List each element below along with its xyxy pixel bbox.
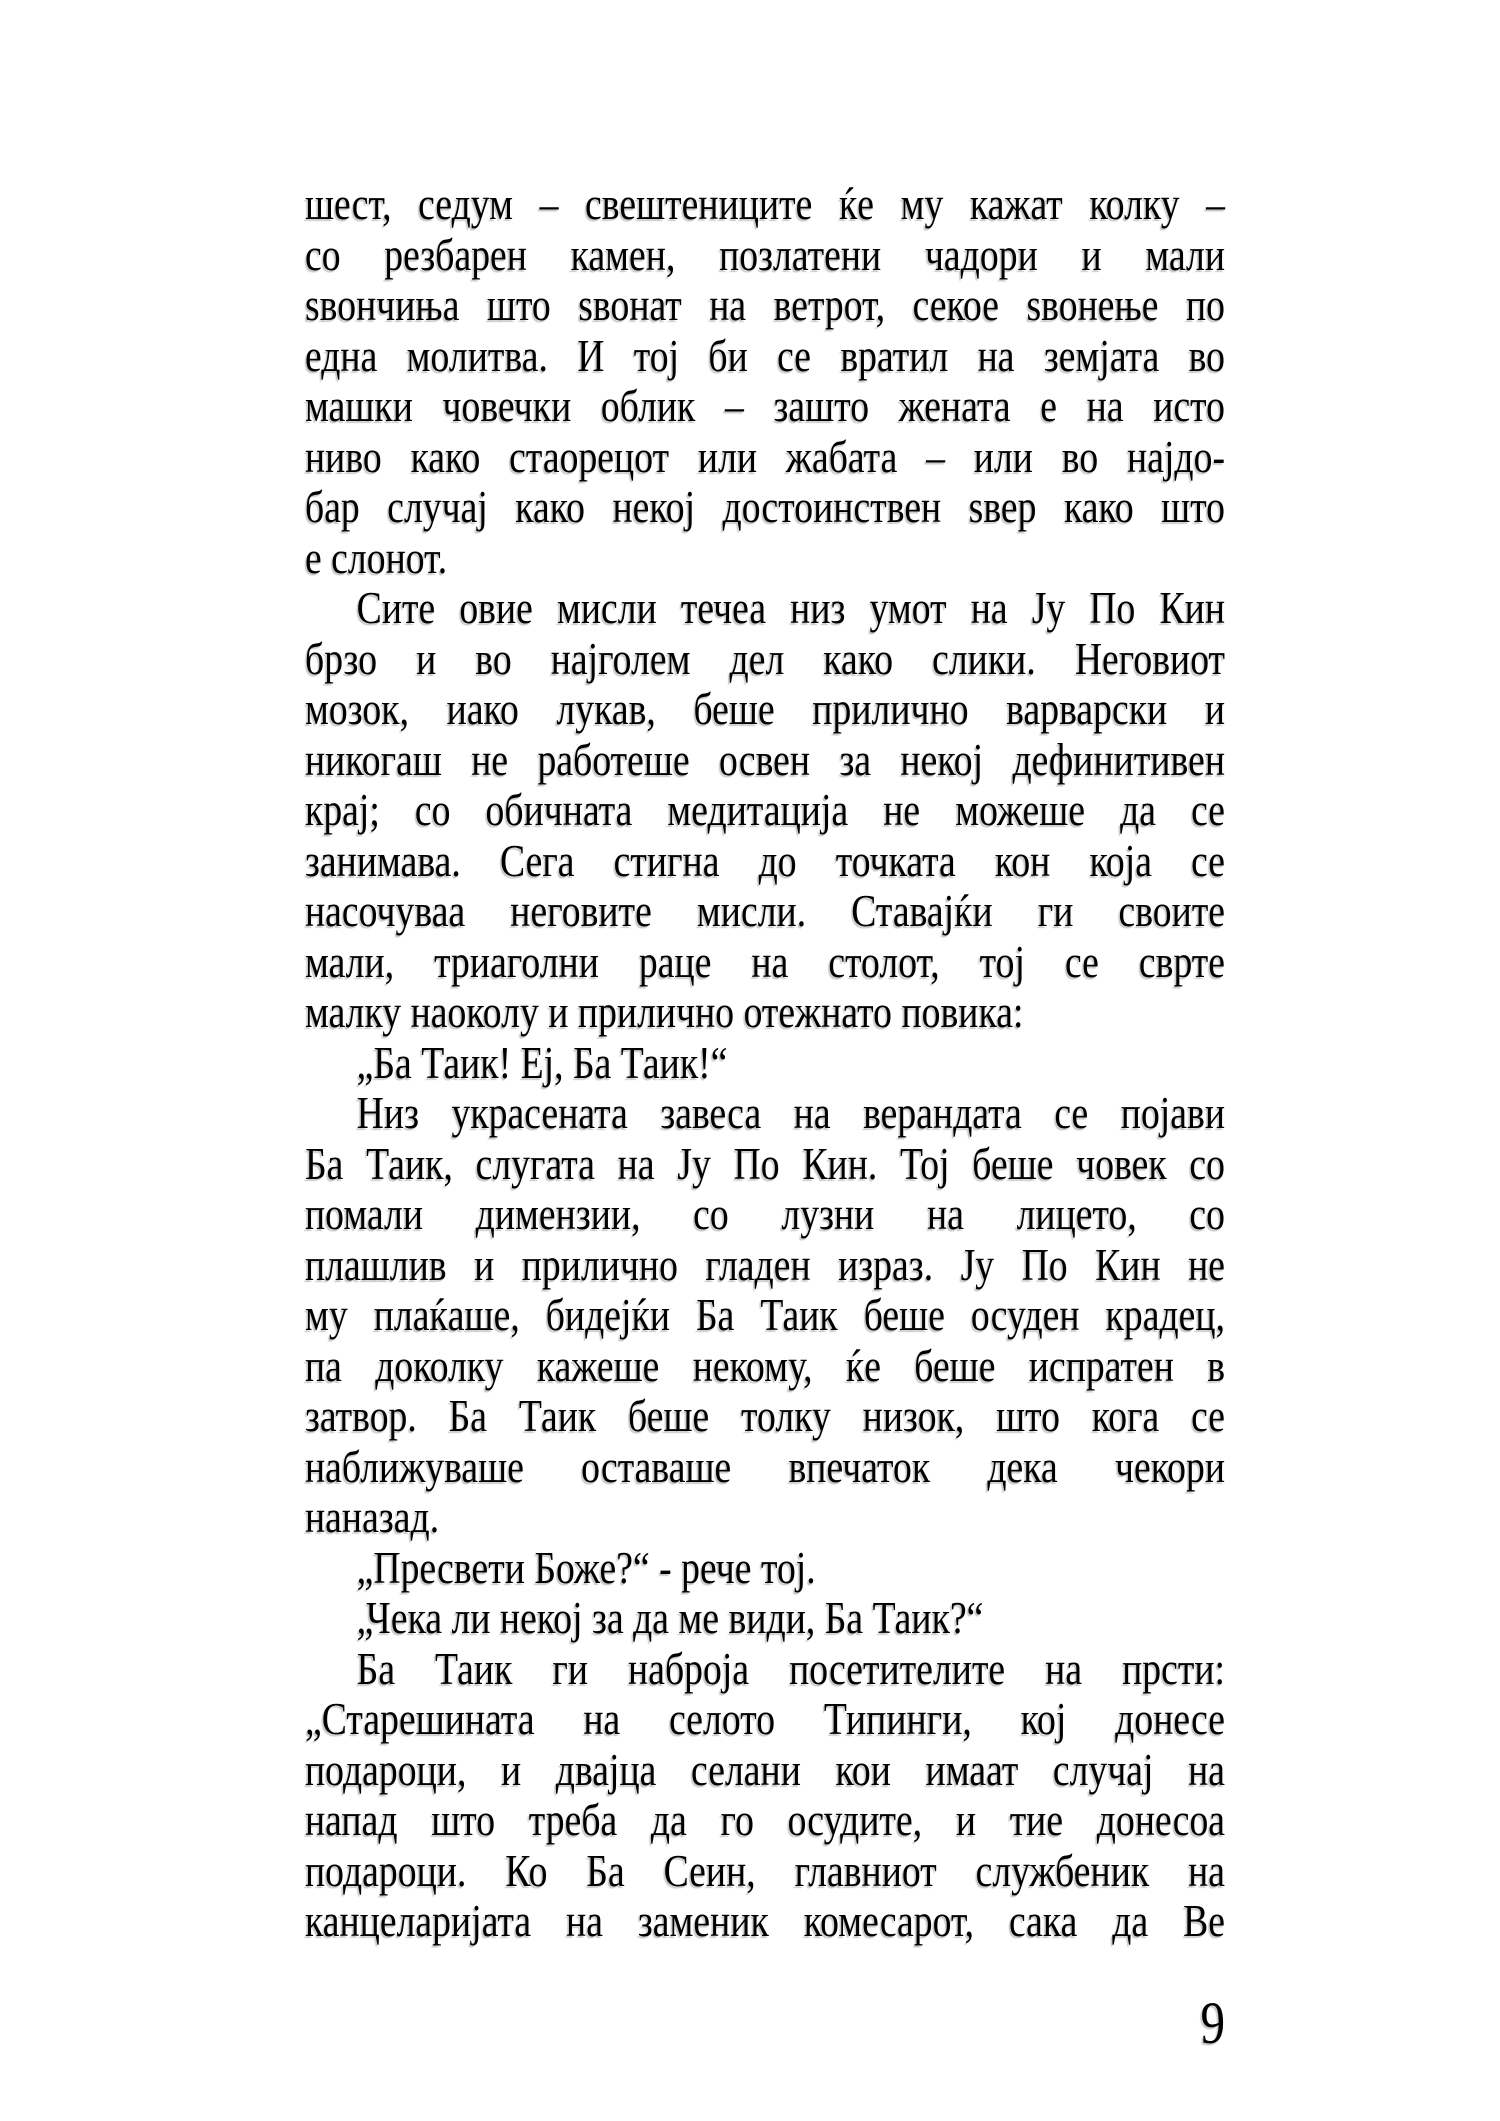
text-line: ѕвончиња што ѕвонат на ветрот, секое ѕвонење по <box>305 279 1226 330</box>
text-line: насочуваа неговите мисли. Ставајќи ги своите <box>305 885 1226 936</box>
text-line: бар случај како некој достоинствен ѕвер како што <box>305 481 1226 532</box>
text-line: Ба Таик ги наброја посетителите на прсти: <box>356 1642 1226 1694</box>
text-line: ниво како стаорецот или жабата – или во најдо- <box>305 430 1226 482</box>
text-block <box>305 179 1225 1947</box>
text-line: Ба Таик, слугата на Ју По Кин. Тој беше човек со <box>305 1137 1226 1189</box>
text-line: наназад. <box>305 1491 440 1542</box>
text-line: е слонот. <box>305 531 448 583</box>
text-line: напад што треба да го осудите, и тие донесоа <box>305 1794 1226 1845</box>
text-line: помали димензии, со лузни на лицето, со <box>305 1188 1226 1239</box>
text-line: подароци, и двајца селани кои имаат случај на <box>305 1743 1226 1795</box>
text-line: шест, седум – свештениците ќе му кажат колку – <box>305 178 1226 229</box>
text-line: занимава. Сега стигна до точката кон која се <box>305 834 1226 886</box>
text-line: „Пресвети Боже?“ - рече тој. <box>356 1541 816 1593</box>
page-number: 9 <box>1200 1990 1226 2056</box>
text-line: „Старешината на селото Типинги, кој донесе <box>305 1693 1226 1744</box>
text-line: мозок, иако лукав, беше прилично варварски и <box>305 683 1226 734</box>
text-line: Низ украсената завеса на верандата се појави <box>356 1087 1226 1138</box>
text-line: плашлив и прилично гладен израз. Ју По Кин не <box>305 1238 1226 1290</box>
text-line: брзо и во најголем дел како слики. Неговиот <box>305 632 1226 684</box>
text-line: малку наоколу и прилично отежнато повика: <box>305 986 1024 1037</box>
text-line: една молитва. И тој би се вратил на земјата во <box>305 329 1226 381</box>
text-line: со резбарен камен, позлатени чадори и мали <box>305 228 1226 280</box>
text-line: па доколку кажеше некому, ќе беше испратен в <box>305 1339 1226 1391</box>
text-line: „Ба Таик! Еј, Ба Таик!“ <box>356 1036 728 1088</box>
text-line: канцеларијата на заменик комесарот, сака да Ве <box>305 1895 1226 1946</box>
text-line: Сите овие мисли течеа низ умот на Ју По Кин <box>356 582 1226 633</box>
text-line: мали, триаголни раце на столот, тој се сврте <box>305 935 1226 987</box>
text-line: машки човечки облик – зашто жената е на исто <box>305 380 1226 431</box>
text-line: крај; со обичната медитација не можеше да се <box>305 784 1226 835</box>
text-line: подароци. Ко Ба Сеин, главниот службеник на <box>305 1844 1226 1896</box>
text-line: му плаќаше, бидејќи Ба Таик беше осуден крадец, <box>305 1289 1226 1340</box>
text-line: никогаш не работеше освен за некој дефинитивен <box>305 733 1226 785</box>
text-line: „Чека ли некој за да ме види, Ба Таик?“ <box>356 1592 984 1643</box>
text-line: наближуваше оставаше впечаток дека чекори <box>305 1440 1226 1492</box>
text-line: затвор. Ба Таик беше толку низок, што кога се <box>305 1390 1226 1441</box>
